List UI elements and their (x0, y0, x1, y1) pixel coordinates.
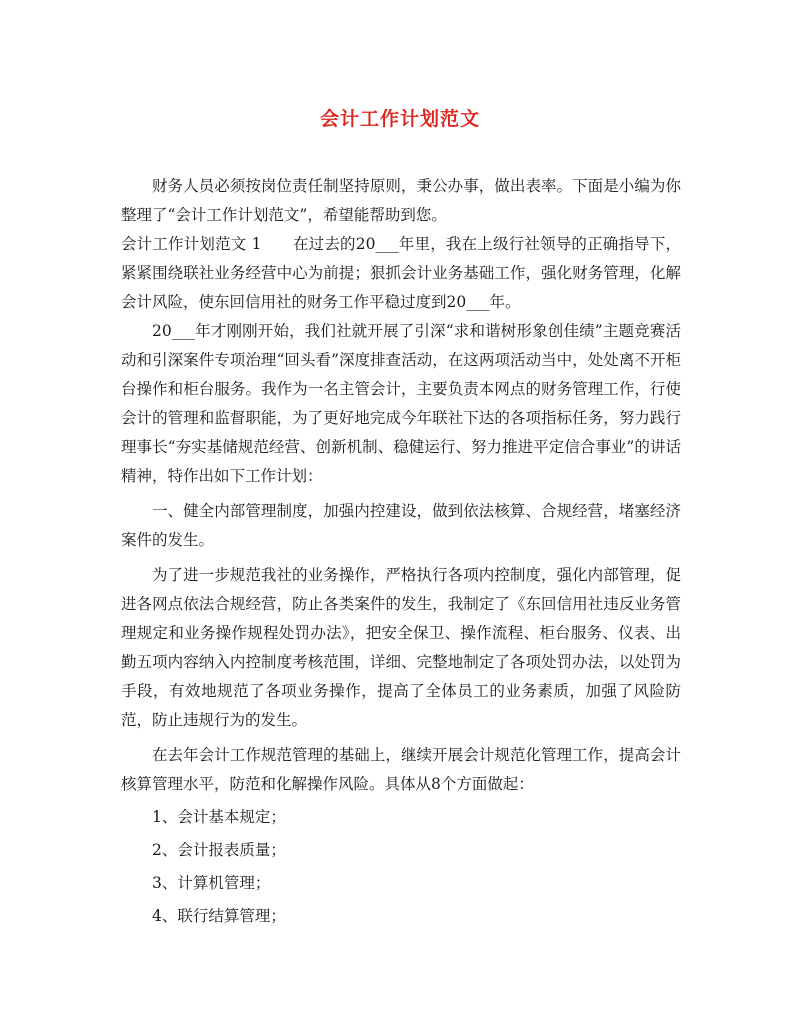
section-heading-paragraph: 会计工作计划范文 1 在过去的20___年里，我在上级行社领导的正确指导下，紧紧围绕联社业务经营中心为前提；狠抓会计业务基础工作，强化财务管理，化解会计风险，使东回信用社的财务工作平稳过度到20___年。 (121, 235, 681, 311)
document-title: 会计工作计划范文 (319, 108, 480, 130)
list-item: 3、计算机管理； (152, 874, 271, 892)
list-item: 1、会计基本规定； (152, 808, 286, 826)
body-paragraph: 为了进一步规范我社的业务操作，严格执行各项内控制度，强化内部管理，促进各网点依法合规经营，防止各类案件的发生，我制定了《东回信用社违反业务管理规定和业务操作规程处罚办法》，把安全保卫、操作流程、柜台服务、仪表、出勤五项内容纳入内控制度考核范围，详细、完整地制定了各项处罚办法，以处罚为手段，有效地规范了各项业务操作，提高了全体员工的业务素质，加强了风险防范，防止违规行为的发生。 (121, 566, 681, 729)
intro-paragraph: 财务人员必须按岗位责任制坚持原则，秉公办事，做出表率。下面是小编为你整理了“会计工作计划范文”，希望能帮助到您。 (121, 177, 681, 224)
body-paragraph: 20___年才刚刚开始，我们社就开展了引深“求和谐树形象创佳绩”主题竞赛活动和引深案件专项治理“回头看”深度排查活动，在这两项活动当中，处处离不开柜台操作和柜台服务。我作为一名主管会计，主要负责本网点的财务管理工作，行使会计的管理和监督职能，为了更好地完成今年联社下达的各项指标任务，努力践行理事长“夯实基储规范经营、创新机制、稳健运行、努力推进平定信合事业”的讲话精神，特作出如下工作计划： (121, 322, 681, 485)
list-item: 4、联行结算管理； (152, 907, 286, 925)
list-item: 2、会计报表质量； (152, 841, 286, 859)
body-paragraph: 在去年会计工作规范管理的基础上，继续开展会计规范化管理工作，提高会计核算管理水平，防范和化解操作风险。具体从8个方面做起： (121, 746, 681, 793)
point-heading: 一、健全内部管理制度，加强内控建设，做到依法核算、合规经营，堵塞经济案件的发生。 (121, 502, 681, 549)
document-body (121, 172, 681, 931)
